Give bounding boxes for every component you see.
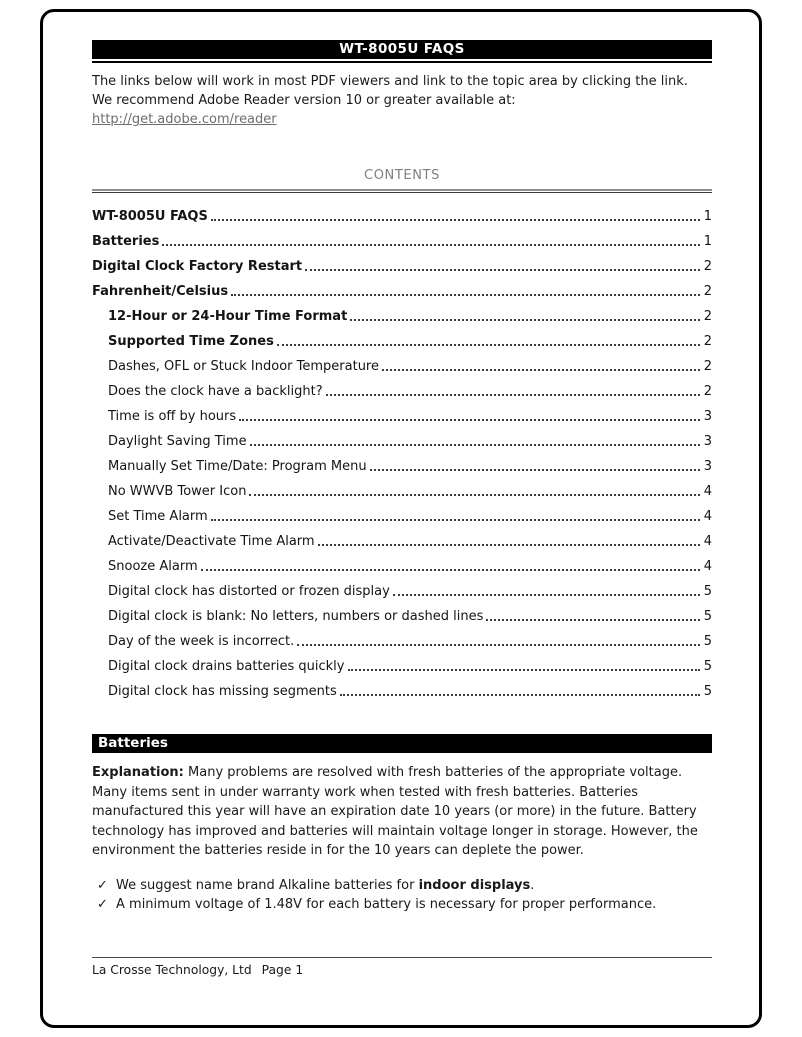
toc-entry[interactable] [92, 479, 712, 504]
toc-entry-page[interactable]: 5 [703, 634, 712, 649]
contents-heading: CONTENTS [364, 168, 440, 183]
toc-entry-page[interactable]: 3 [703, 409, 712, 424]
contents-divider [92, 189, 712, 193]
toc-entry-label[interactable]: Digital Clock Factory Restart [92, 259, 303, 274]
batteries-section-title: Batteries [98, 735, 168, 751]
toc-entry[interactable] [92, 304, 712, 329]
toc-leader-dots [382, 369, 700, 371]
toc-entry[interactable] [92, 504, 712, 529]
toc-entry[interactable] [92, 554, 712, 579]
toc-leader-dots [305, 269, 700, 271]
batteries-section-header [92, 734, 712, 753]
toc-entry-page[interactable]: 2 [703, 309, 712, 324]
toc-entry[interactable] [92, 529, 712, 554]
intro-text: The links below will work in most PDF viewers and link to the topic area by clicking the link. We recommend Adobe Reader version 10 or greater available at: [92, 74, 688, 108]
battery-tip-item [92, 895, 712, 914]
toc-entry[interactable] [92, 579, 712, 604]
divider-thick-line [92, 189, 712, 191]
toc-entry-label[interactable]: Fahrenheit/Celsius [92, 284, 229, 299]
toc-entry-page[interactable]: 2 [703, 284, 712, 299]
toc-entry-label[interactable]: WT-8005U FAQS [92, 209, 208, 224]
toc-entry-page[interactable]: 2 [703, 359, 712, 374]
toc-leader-dots [162, 244, 699, 246]
toc-leader-dots [277, 344, 700, 346]
toc-entry[interactable] [92, 604, 712, 629]
toc-entry-label[interactable]: Manually Set Time/Date: Program Menu [108, 459, 367, 474]
toc-entry-page[interactable]: 5 [703, 659, 712, 674]
document-title: WT-8005U FAQS [92, 40, 712, 59]
toc-entry[interactable] [92, 429, 712, 454]
toc-entry-page[interactable]: 3 [703, 434, 712, 449]
toc-entry-label[interactable]: Supported Time Zones [108, 334, 274, 349]
checkmark-icon: ✓ [97, 896, 108, 912]
checkmark-icon: ✓ [97, 877, 108, 893]
toc-leader-dots [250, 444, 700, 446]
table-of-contents [92, 204, 712, 704]
toc-entry-label[interactable]: Daylight Saving Time [108, 434, 247, 449]
toc-leader-dots [326, 394, 700, 396]
toc-entry-page[interactable]: 1 [703, 209, 712, 224]
toc-entry[interactable] [92, 229, 712, 254]
toc-entry-label[interactable]: Digital clock is blank: No letters, numbers or dashed lines [108, 609, 484, 624]
toc-entry-label[interactable]: Set Time Alarm [108, 509, 208, 524]
toc-leader-dots [318, 544, 700, 546]
toc-leader-dots [211, 219, 700, 221]
divider-thin-line [92, 192, 712, 193]
explanation-text: Many problems are resolved with fresh batteries of the appropriate voltage. Many items sent in under warranty work when tested with fresh batteries. Batteries manufactured this year will have an expiration date 10 years (or more) in the future. Battery technology has improved and batteries will maintain voltage longer in storage. However, the environment the batteries reside in for the 10 years can deplete the power. [92, 765, 698, 858]
page-footer [92, 957, 712, 977]
toc-entry-page[interactable]: 2 [703, 334, 712, 349]
toc-entry-label[interactable]: Digital clock has distorted or frozen display [108, 584, 390, 599]
toc-entry[interactable] [92, 354, 712, 379]
toc-leader-dots [486, 619, 699, 621]
toc-leader-dots [201, 569, 700, 571]
toc-leader-dots [340, 694, 700, 696]
toc-entry[interactable] [92, 254, 712, 279]
battery-tips-list [92, 876, 712, 914]
explanation-label: Explanation: [92, 765, 184, 780]
toc-entry-page[interactable]: 5 [703, 684, 712, 699]
toc-entry[interactable] [92, 454, 712, 479]
toc-entry-label[interactable]: 12-Hour or 24-Hour Time Format [108, 309, 348, 324]
toc-entry-label[interactable]: Dashes, OFL or Stuck Indoor Temperature [108, 359, 379, 374]
toc-entry[interactable] [92, 279, 712, 304]
toc-leader-dots [297, 644, 699, 646]
page-content [43, 12, 759, 1025]
toc-leader-dots [211, 519, 700, 521]
toc-entry-page[interactable]: 4 [703, 509, 712, 524]
toc-entry[interactable] [92, 629, 712, 654]
adobe-reader-link[interactable]: http://get.adobe.com/reader [92, 112, 277, 127]
toc-leader-dots [370, 469, 700, 471]
footer-page-number: Page 1 [261, 963, 304, 977]
toc-entry[interactable] [92, 654, 712, 679]
battery-tip-item [92, 876, 712, 895]
battery-tip-text: A minimum voltage of 1.48V for each battery is necessary for proper performance. [116, 896, 657, 912]
footer-company: La Crosse Technology, Ltd [92, 963, 252, 977]
toc-leader-dots [239, 419, 700, 421]
toc-entry-label[interactable]: Day of the week is incorrect. [108, 634, 295, 649]
toc-leader-dots [249, 494, 699, 496]
toc-entry-page[interactable]: 4 [703, 559, 712, 574]
toc-entry-page[interactable]: 5 [703, 609, 712, 624]
intro-paragraph [92, 72, 712, 129]
toc-entry[interactable] [92, 204, 712, 229]
pdf-page [40, 9, 762, 1028]
toc-leader-dots [350, 319, 699, 321]
toc-entry-label[interactable]: Does the clock have a backlight? [108, 384, 323, 399]
document-title-bar [92, 40, 712, 63]
toc-entry-page[interactable]: 4 [703, 534, 712, 549]
toc-leader-dots [348, 669, 700, 671]
toc-entry-page[interactable]: 4 [703, 484, 712, 499]
toc-entry-page[interactable]: 2 [703, 384, 712, 399]
toc-entry[interactable] [92, 329, 712, 354]
toc-entry-label[interactable]: Time is off by hours [108, 409, 237, 424]
toc-entry-label[interactable]: Activate/Deactivate Time Alarm [108, 534, 315, 549]
toc-entry-page[interactable]: 1 [703, 234, 712, 249]
toc-entry[interactable] [92, 404, 712, 429]
battery-tip-text: We suggest name brand Alkaline batteries for indoor displays. [116, 877, 535, 893]
toc-entry-label[interactable]: Digital clock has missing segments [108, 684, 337, 699]
toc-leader-dots [393, 594, 700, 596]
toc-entry-label[interactable]: Batteries [92, 234, 160, 249]
toc-entry-label[interactable]: Snooze Alarm [108, 559, 198, 574]
toc-entry-label[interactable]: Digital clock drains batteries quickly [108, 659, 345, 674]
toc-entry-label[interactable]: No WWVB Tower Icon [108, 484, 247, 499]
batteries-explanation [92, 763, 712, 861]
toc-leader-dots [231, 294, 700, 296]
toc-entry-page[interactable]: 3 [703, 459, 712, 474]
title-underline-rule [92, 61, 712, 63]
toc-entry-page[interactable]: 2 [703, 259, 712, 274]
toc-entry-page[interactable]: 5 [703, 584, 712, 599]
toc-entry[interactable] [92, 379, 712, 404]
toc-entry[interactable] [92, 679, 712, 704]
